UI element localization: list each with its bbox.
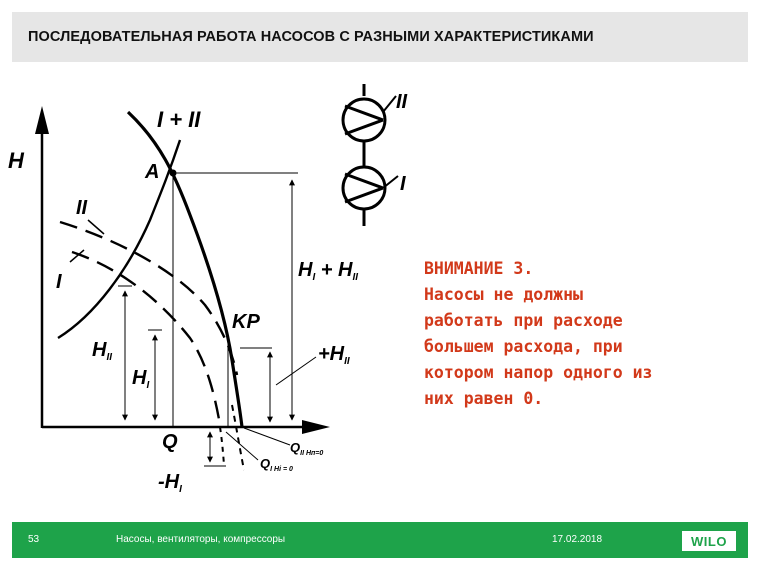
curve-sum-label: I + II bbox=[157, 107, 201, 132]
sum-head-label: $H_I + H_{II}$ bbox=[298, 259, 359, 283]
minus-h-I-label: $-H_I$ bbox=[158, 471, 182, 495]
axis-x-label: Q bbox=[162, 431, 178, 453]
wilo-logo bbox=[682, 531, 736, 551]
logo-text: WILO bbox=[691, 533, 727, 549]
curve-I-below-axis bbox=[220, 427, 224, 465]
attention-note bbox=[424, 256, 744, 412]
curve-I-label: I bbox=[56, 271, 62, 293]
note-line: них равен 0. bbox=[424, 389, 544, 408]
header-bar bbox=[12, 12, 748, 62]
h-I-label: $H_I$ bbox=[132, 367, 150, 391]
h-II-label: $H_{II}$ bbox=[92, 339, 113, 363]
plus-h-II-label: $+H_{II}$ bbox=[318, 343, 350, 367]
plus-HII-leader bbox=[276, 357, 316, 385]
curve-extra-dash bbox=[232, 405, 244, 470]
note-line: работать при расходе bbox=[424, 311, 623, 330]
x-axis-arrow bbox=[302, 420, 330, 434]
curve-II bbox=[60, 222, 237, 375]
footer-date: 17.02.2018 bbox=[552, 534, 603, 545]
page-number: 53 bbox=[28, 534, 40, 545]
curve-combined-left bbox=[58, 140, 180, 338]
pump-II-vane-1 bbox=[345, 106, 383, 120]
note-line: котором напор одного из bbox=[424, 363, 653, 382]
q-II-label: $Q_{II Hп=0}$ bbox=[290, 440, 324, 457]
axis-y-label: H bbox=[8, 148, 24, 173]
pump-II-pointer bbox=[383, 96, 396, 112]
point-A-label: A bbox=[145, 161, 160, 183]
pump-I-vane-1 bbox=[345, 174, 383, 188]
note-line: Насосы не должны bbox=[424, 285, 583, 304]
pump-I-vane-2 bbox=[345, 188, 383, 202]
pump-II-label: II bbox=[396, 91, 408, 113]
qi-leader bbox=[226, 432, 258, 460]
footer-caption: Насосы, вентиляторы, компрессоры bbox=[116, 534, 286, 545]
pump-I-label: I bbox=[400, 173, 406, 195]
page-title: ПОСЛЕДОВАТЕЛЬНАЯ РАБОТА НАСОСОВ С РАЗНЫМИ ХАРАКТЕРИСТИКАМИ bbox=[28, 29, 594, 45]
note-line: ВНИМАНИЕ 3. bbox=[424, 259, 534, 278]
note-line: большем расхода, при bbox=[424, 337, 623, 356]
footer-bar bbox=[12, 522, 748, 558]
pump-II-vane-2 bbox=[345, 120, 383, 134]
y-axis-arrow bbox=[35, 106, 49, 134]
point-KP-label: KP bbox=[232, 311, 260, 333]
point-A bbox=[170, 170, 177, 177]
qii-leader bbox=[244, 428, 290, 445]
q-I-label: $Q_{I Hі = 0}$ bbox=[260, 456, 293, 473]
curve-II-label: II bbox=[76, 197, 88, 219]
